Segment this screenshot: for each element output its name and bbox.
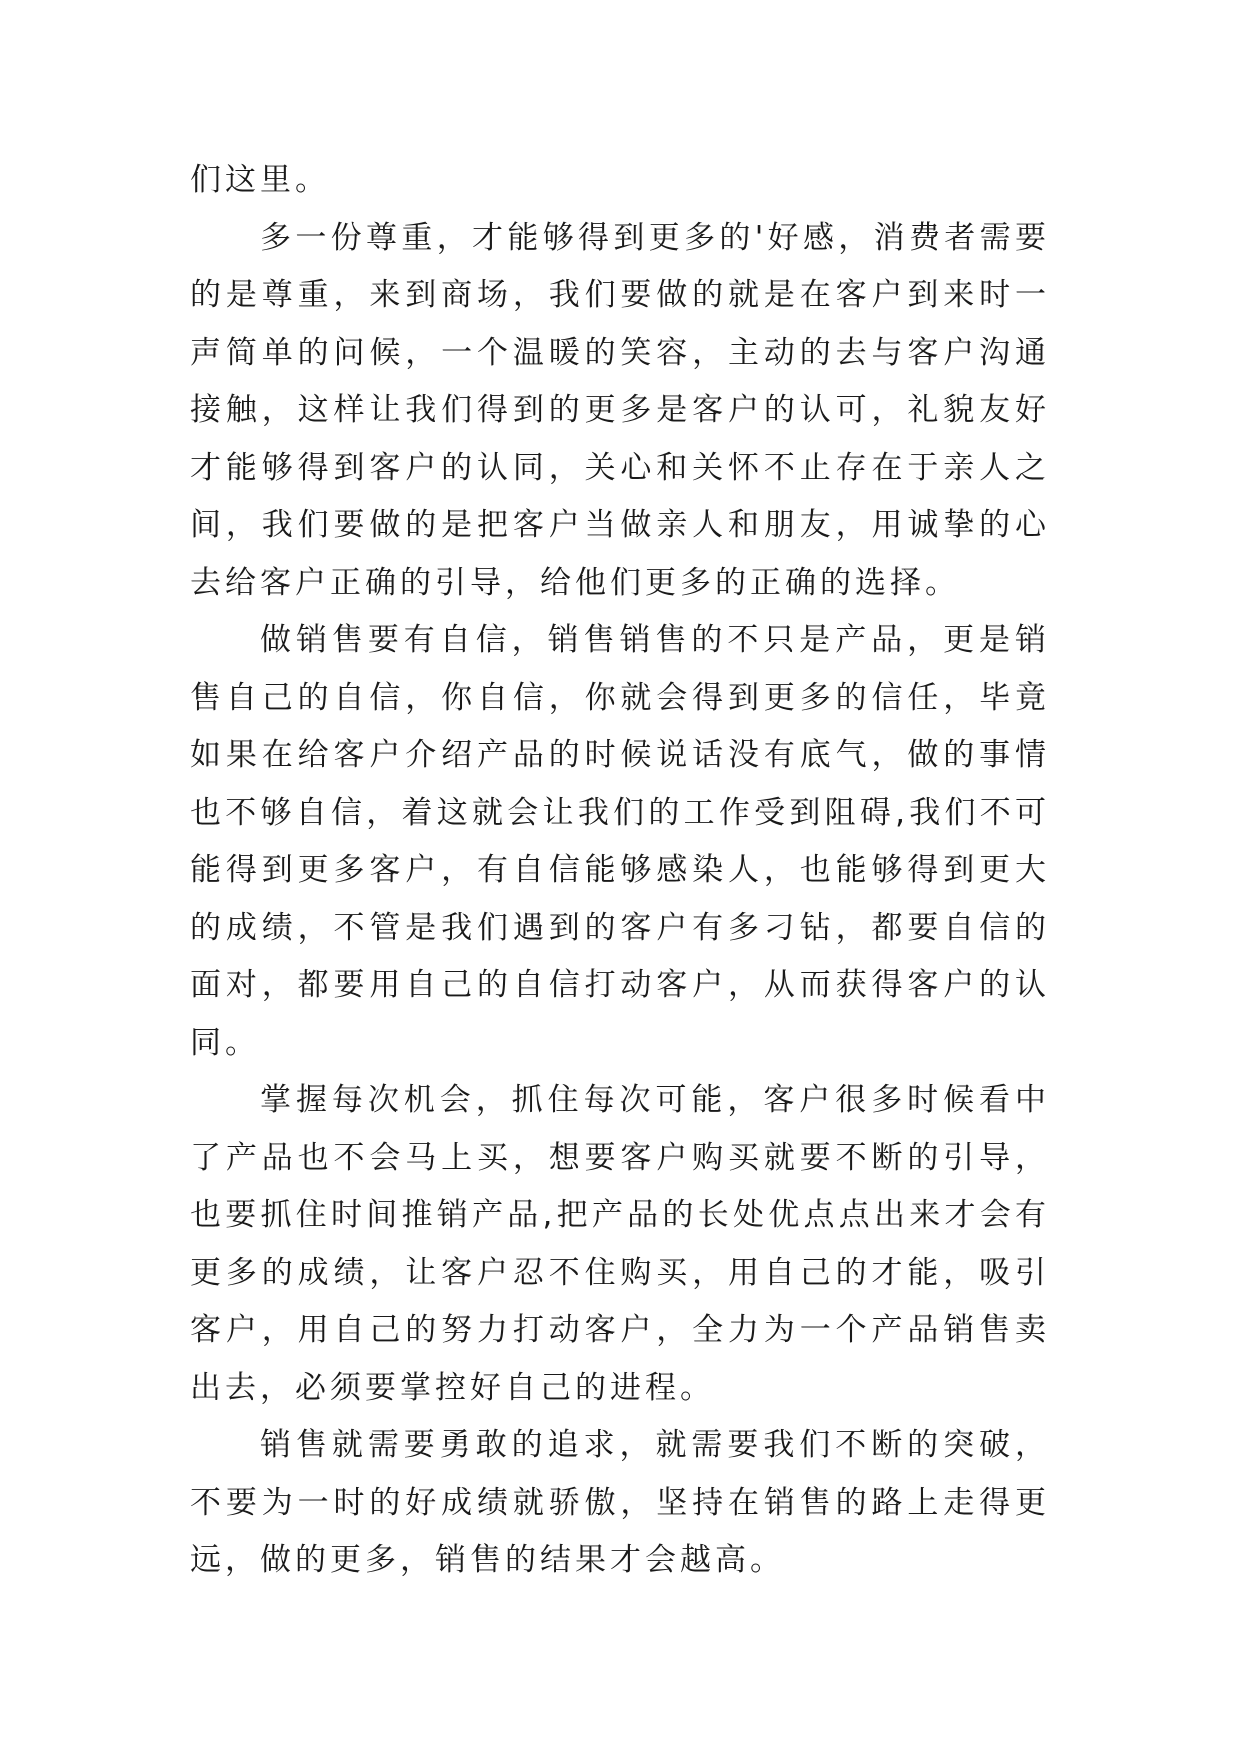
paragraph-respect: 多一份尊重，才能够得到更多的'好感，消费者需要的是尊重，来到商场，我们要做的就是在客户到来时一声简单的问候，一个温暖的笑容，主动的去与客户沟通接触，这样让我们得到的更多是客户的认可，礼貌友好才能够得到客户的认同，关心和关怀不止存在于亲人之间，我们要做的是把客户当做亲人和朋友，用诚挚的心去给客户正确的引导，给他们更多的正确的选择。 <box>190 219 1050 601</box>
paragraph-confidence: 做销售要有自信，销售销售的不只是产品，更是销售自己的自信，你自信，你就会得到更多的信任，毕竟如果在给客户介绍产品的时候说话没有底气，做的事情也不够自信，着这就会让我们的工作受到阻碍,我们不可能得到更多客户，有自信能够感染人，也能够得到更大的成绩，不管是我们遇到的客户有多刁钻，都要自信的面对，都要用自己的自信打动客户，从而获得客户的认同。 <box>190 622 1050 1061</box>
paragraph-opportunity: 掌握每次机会，抓住每次可能，客户很多时候看中了产品也不会马上买，想要客户购买就要不断的引导，也要抓住时间推销产品,把产品的长处优点点出来才会有更多的成绩，让客户忍不住购买，用自己的才能，吸引客户，用自己的努力打动客户，全力为一个产品销售卖出去，必须要掌控好自己的进程。 <box>190 1082 1050 1406</box>
paragraph-continuation: 们这里。 <box>190 162 330 198</box>
paragraph-pursuit: 销售就需要勇敢的追求，就需要我们不断的突破，不要为一时的好成绩就骄傲，坚持在销售的路上走得更远，做的更多，销售的结果才会越高。 <box>190 1427 1050 1578</box>
document-body <box>190 152 1050 1590</box>
